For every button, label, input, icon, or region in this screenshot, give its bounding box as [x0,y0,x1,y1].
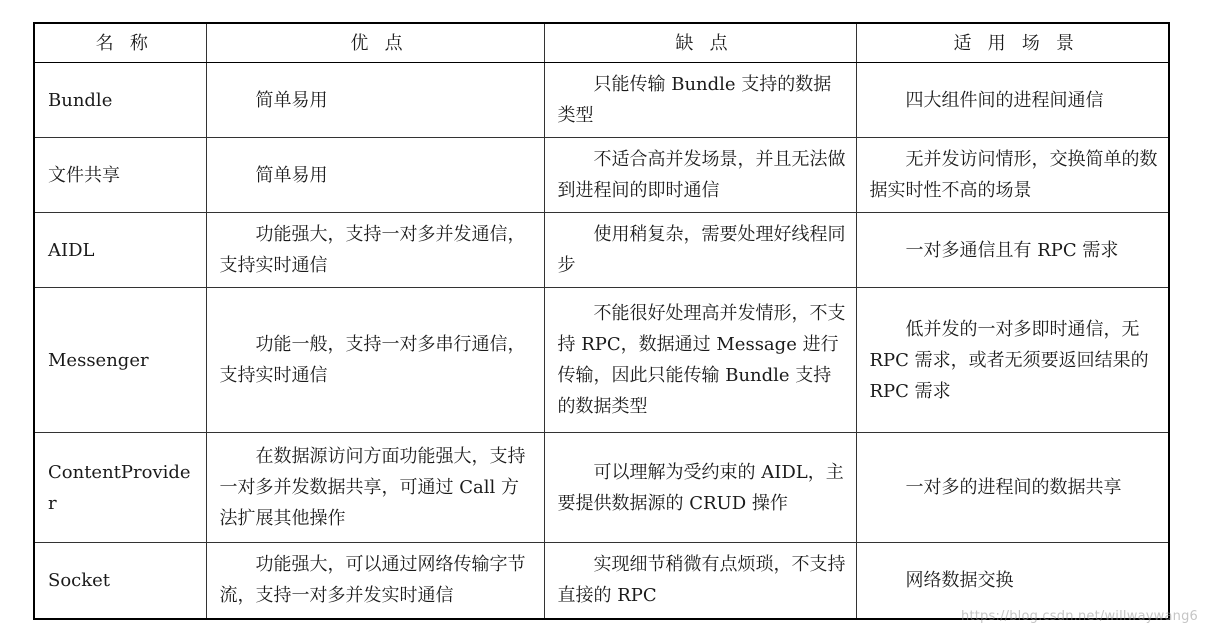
table-row [34,288,1169,433]
row-scenario: 一对多的进程间的数据共享 [856,433,1169,543]
table-row [34,543,1169,619]
header-scenario: 适用场景 [856,23,1169,63]
row-cons: 实现细节稍微有点烦琐，不支持直接的 RPC [544,543,856,619]
row-name: Bundle [34,63,206,138]
row-cons: 使用稍复杂，需要处理好线程同步 [544,213,856,288]
row-cons: 不能很好处理高并发情形，不支持 RPC，数据通过 Message 进行传输，因此只能传输 Bundle 支持的数据类型 [544,288,856,433]
row-scenario: 无并发访问情形，交换简单的数据实时性不高的场景 [856,138,1169,213]
row-scenario: 网络数据交换 [856,543,1169,619]
row-name: AIDL [34,213,206,288]
watermark-text: https://blog.csdn.net/willwaywang6 [961,609,1198,624]
header-cons: 缺点 [544,23,856,63]
table-row [34,138,1169,213]
row-pros: 简单易用 [206,63,544,138]
table-row [34,63,1169,138]
header-name: 名称 [34,23,206,63]
row-cons: 不适合高并发场景，并且无法做到进程间的即时通信 [544,138,856,213]
header-pros: 优点 [206,23,544,63]
row-cons: 只能传输 Bundle 支持的数据类型 [544,63,856,138]
row-pros: 在数据源访问方面功能强大，支持一对多并发数据共享，可通过 Call 方法扩展其他操作 [206,433,544,543]
row-pros: 简单易用 [206,138,544,213]
row-scenario: 低并发的一对多即时通信，无 RPC 需求，或者无须要返回结果的 RPC 需求 [856,288,1169,433]
row-name: Socket [34,543,206,619]
row-pros: 功能一般，支持一对多串行通信，支持实时通信 [206,288,544,433]
row-pros: 功能强大，支持一对多并发通信，支持实时通信 [206,213,544,288]
table-row [34,433,1169,543]
row-name: 文件共享 [34,138,206,213]
table-row [34,213,1169,288]
table-header-row [34,23,1169,63]
row-cons: 可以理解为受约束的 AIDL，主要提供数据源的 CRUD 操作 [544,433,856,543]
ipc-comparison-table [33,22,1170,620]
row-scenario: 一对多通信且有 RPC 需求 [856,213,1169,288]
row-name: Messenger [34,288,206,433]
row-scenario: 四大组件间的进程间通信 [856,63,1169,138]
row-name: ContentProvider [34,433,206,543]
row-pros: 功能强大，可以通过网络传输字节流，支持一对多并发实时通信 [206,543,544,619]
